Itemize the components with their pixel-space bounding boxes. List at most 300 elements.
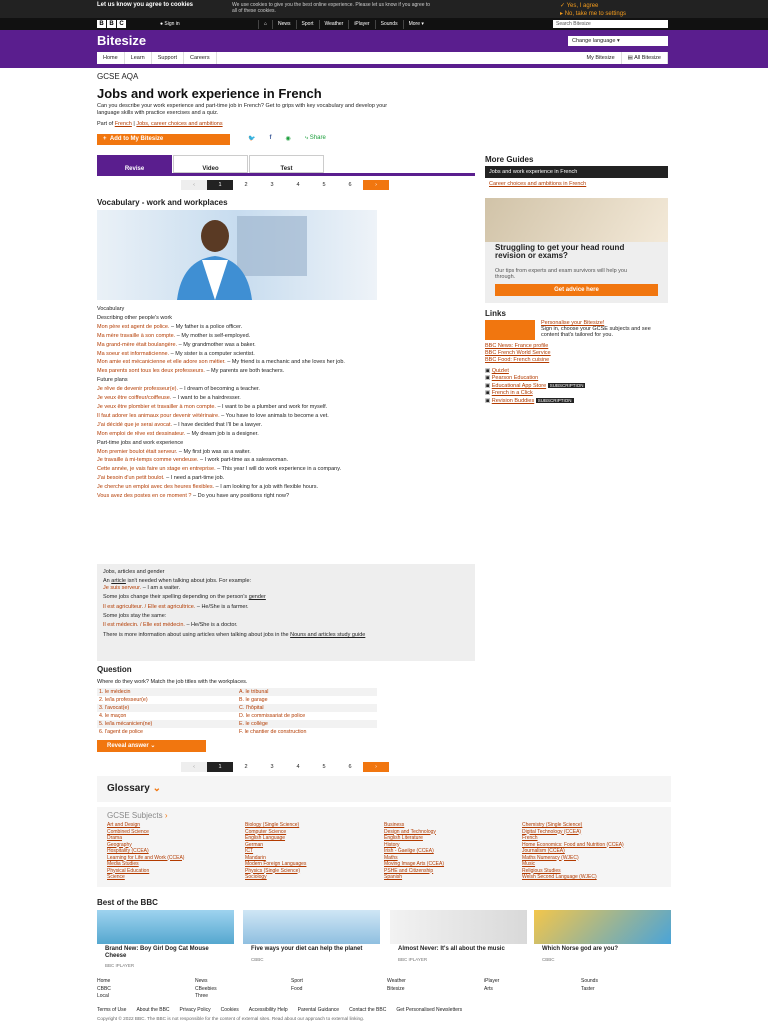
sign-in-link[interactable] xyxy=(160,21,180,27)
tab-video-label: Video xyxy=(202,166,219,172)
subjects-column xyxy=(384,822,444,881)
external-link-item xyxy=(485,390,668,397)
guide-item[interactable]: Career choices and ambitions in French xyxy=(489,181,587,187)
article-glossary-link[interactable]: article xyxy=(111,578,126,585)
external-link-icon: ▣ xyxy=(485,375,492,381)
footer-column xyxy=(195,978,217,1001)
change-language-label: Change language xyxy=(572,38,616,44)
search-input[interactable]: Search Bitesize xyxy=(553,20,668,28)
chevron-down-icon: ⌄ xyxy=(150,743,156,749)
part-of: Part of French | Jobs, career choices and ambitions xyxy=(97,121,223,127)
change-language-button[interactable] xyxy=(568,36,668,46)
subject-link[interactable]: English Literature xyxy=(384,835,423,841)
vocab-item xyxy=(97,315,377,321)
pager-prev-button[interactable]: ‹ xyxy=(181,180,207,190)
card-title: Five ways your diet can help the planet xyxy=(251,946,363,952)
vocab-item xyxy=(97,359,377,365)
vocab-item xyxy=(97,422,377,428)
subject-link[interactable]: Journalism (CCEA) xyxy=(522,848,565,854)
external-link-item xyxy=(485,382,668,390)
card-image xyxy=(534,910,671,944)
external-link-item xyxy=(485,375,668,382)
nav-home[interactable]: Home xyxy=(97,52,125,64)
box-example-2 xyxy=(103,604,469,610)
nav-item-sport[interactable]: Sport xyxy=(296,20,319,29)
subject-link[interactable]: Learning for Life and Work (CCEA) xyxy=(107,854,185,861)
subject-link[interactable]: Maths xyxy=(384,854,398,861)
external-link-icon: ▣ xyxy=(485,368,492,374)
facebook-icon[interactable]: f xyxy=(269,135,272,141)
tab-test-label: Test xyxy=(280,166,293,172)
add-to-my-bitesize-button[interactable] xyxy=(97,134,230,145)
chevron-down-icon: ▾ xyxy=(421,21,424,27)
pagination-bottom xyxy=(181,762,389,772)
card-source: BBC IPLAYER xyxy=(105,963,135,968)
table-cell: D. le commissariat de police xyxy=(239,713,306,719)
tab-test[interactable] xyxy=(249,155,324,173)
bbc-global-nav xyxy=(0,18,768,30)
vocab-french: Ma soeur est informaticienne. xyxy=(97,350,170,357)
share-button[interactable]: ⤷ Share xyxy=(304,135,326,141)
vocab-french: Cette année, je vais faire un stage en entreprise. xyxy=(97,466,216,473)
footer-policy-link[interactable]: Terms of Use xyxy=(97,1007,127,1013)
external-link[interactable]: Educational App Store xyxy=(491,383,547,389)
all-bitesize-label: All Bitesize xyxy=(634,55,661,61)
all-bitesize-link[interactable] xyxy=(622,52,668,64)
table-cell: 4. le maçon xyxy=(99,713,127,719)
subject-link[interactable]: Science xyxy=(107,874,125,880)
pager-page-2[interactable]: 2 xyxy=(244,182,248,188)
box-example-1 xyxy=(103,585,469,591)
page-description: Can you describe your work experience and part-time job in French? Get to grips with key vocabulary and develop your language skills with practice exercises and a quiz. xyxy=(97,103,388,116)
footer-link[interactable]: iPlayer xyxy=(484,978,500,984)
external-link-item xyxy=(485,397,668,405)
footer-link[interactable]: CBBC xyxy=(97,985,111,992)
promo-image xyxy=(485,198,668,242)
vocab-french: Mon premier boulot était serveur. xyxy=(97,448,178,455)
vocab-item xyxy=(97,351,377,357)
pager-page-4[interactable]: 4 xyxy=(296,764,300,770)
nouns-articles-guide-link[interactable]: Nouns and articles study guide xyxy=(290,631,366,638)
tab-video[interactable] xyxy=(173,155,248,173)
logo-letter: C xyxy=(117,20,126,28)
external-link-icon: ▣ xyxy=(485,383,492,389)
vocab-item xyxy=(97,324,377,330)
subject-link[interactable]: English Language xyxy=(245,835,286,841)
links-title: Links xyxy=(485,309,506,318)
box-text: isn't needed when talking about jobs. For example: xyxy=(125,578,252,585)
subjects-header[interactable] xyxy=(107,811,167,820)
subject-link[interactable]: Business xyxy=(384,822,405,828)
vocab-item xyxy=(97,404,377,410)
reveal-answer-label: Reveal answer xyxy=(107,743,149,749)
bbc-links xyxy=(485,343,668,364)
pager-page-5[interactable]: 5 xyxy=(322,182,326,188)
cookie-no-link[interactable]: ▸ No, take me to settings xyxy=(560,11,627,17)
subject-link[interactable]: Media Studies xyxy=(107,861,139,867)
vocab-english: – I want to be a hairdresser. xyxy=(171,395,241,402)
box-example-3 xyxy=(103,622,469,628)
subject-link[interactable]: French xyxy=(522,835,538,841)
subject-link[interactable]: Art and Design xyxy=(107,822,141,828)
table-cell: 2. le/la professeur(e) xyxy=(99,697,148,703)
share-bar xyxy=(248,135,326,142)
plus-icon: + xyxy=(103,136,107,142)
external-link[interactable]: Pearson Education xyxy=(491,375,539,381)
menu-icon: ▤ xyxy=(627,55,633,61)
guide-item-active[interactable]: Jobs and work experience in French xyxy=(485,166,668,178)
subject-link[interactable]: Sociology xyxy=(245,874,267,880)
subject-link[interactable]: Combined Science xyxy=(107,828,149,835)
add-button-label: Add to My Bitesize xyxy=(109,136,164,142)
page-subtitle: GCSE AQA xyxy=(97,72,139,81)
box-heading: Jobs, articles and gender xyxy=(103,569,165,575)
sidebar-guides xyxy=(485,155,668,190)
promo-card[interactable] xyxy=(243,910,380,970)
vocab-item xyxy=(97,440,377,446)
pager-next-button[interactable]: › xyxy=(363,180,389,190)
footer-policy-link[interactable]: Cookies xyxy=(220,1007,239,1013)
vocab-french: J'ai décidé que je serai avocat. xyxy=(97,421,173,428)
subject-link[interactable]: Mandarin xyxy=(245,854,266,861)
footer-policy-link[interactable]: Get Personalised Newsletters xyxy=(396,1007,463,1013)
subject-link[interactable]: German xyxy=(245,841,264,848)
box-text: An xyxy=(103,578,112,585)
vocab-item xyxy=(97,333,377,339)
footer-policy-link[interactable]: Accessibility Help xyxy=(248,1007,288,1013)
logo-letter: B xyxy=(107,20,116,28)
question-subtitle: Where do they work? Match the job titles with the workplaces. xyxy=(97,679,248,685)
vocab-french: Mes parents sont tous les deux professeurs. xyxy=(97,368,205,375)
card-title: Brand New: Boy Girl Dog Cat Mouse Cheese xyxy=(105,946,209,959)
vocab-english: – My first job was as a waiter. xyxy=(177,448,251,455)
pager-page-6[interactable]: 6 xyxy=(348,182,352,188)
card-title: Which Norse god are you? xyxy=(542,946,619,952)
vocab-english: – My mother is self-employed. xyxy=(175,332,251,339)
vocab-english: – My friend is a mechanic and she loves her job. xyxy=(225,359,345,366)
promo-button[interactable]: Get advice here xyxy=(495,284,658,296)
footer-link[interactable]: Three xyxy=(195,993,209,999)
glossary-bar[interactable] xyxy=(97,776,671,802)
footer-policy-link[interactable]: About the BBC xyxy=(136,1007,170,1013)
table-cell: 3. l'avocat(e) xyxy=(99,705,130,711)
card-source: CBBC xyxy=(542,956,555,962)
share-label: Share xyxy=(309,135,326,141)
box-english: – He/She is a farmer. xyxy=(195,603,249,610)
subject-link[interactable]: Moving Image Arts (CCEA) xyxy=(384,861,445,867)
link-item[interactable]: BBC French World Service xyxy=(485,350,551,356)
footer-column xyxy=(581,978,598,993)
vocab-french: Vous avez des postes en ce moment ? xyxy=(97,493,192,500)
box-text: There is more information about using articles when talking about jobs in the xyxy=(103,631,291,638)
subject-link[interactable]: Chemistry (Single Science) xyxy=(522,822,583,828)
vocab-english: – Do you have any positions right now? xyxy=(191,493,290,500)
part-of-link-jobs[interactable]: Jobs, career choices and ambitions xyxy=(136,121,223,127)
subject-link[interactable]: Physical Education xyxy=(107,867,150,874)
vocab-item xyxy=(97,306,377,312)
links-panel xyxy=(485,310,668,405)
footer-link[interactable]: Sport xyxy=(291,978,303,984)
vocab-english: – I work part-time as a saleswoman. xyxy=(198,457,289,464)
vocab-french: Mon amie est mécanicienne et elle adore son métier. xyxy=(97,359,226,366)
best-of-bbc-title: Best of the BBC xyxy=(97,898,158,907)
vocab-french: Mon père est agent de police. xyxy=(97,323,170,330)
personalise-image xyxy=(485,320,535,340)
gender-glossary-link[interactable]: gender xyxy=(248,594,266,601)
table-cell: 1. le médecin xyxy=(99,689,131,695)
vocab-item xyxy=(97,377,377,383)
vocab-french: Je veux être plombier et travailler à mon compte. xyxy=(97,403,216,410)
logo-letter: B xyxy=(97,20,106,28)
subject-link[interactable]: Religious Studies xyxy=(522,867,561,874)
subject-link[interactable]: PSHE and Citizenship xyxy=(384,867,434,874)
card-title: Almost Never: It's all about the music xyxy=(398,946,505,952)
subject-link[interactable]: ICT xyxy=(245,848,254,854)
subject-link[interactable]: Music xyxy=(522,861,536,867)
section-title: Vocabulary - work and workplaces xyxy=(97,198,228,207)
whatsapp-icon[interactable]: ◉ xyxy=(285,136,291,142)
cookie-banner xyxy=(0,0,768,18)
footer-link[interactable]: Home xyxy=(97,978,111,984)
card-source: CBBC xyxy=(251,956,264,962)
external-link-item xyxy=(485,368,668,375)
pager-page-1[interactable]: 1 xyxy=(207,180,233,190)
chevron-down-icon: ⌄ xyxy=(152,783,161,794)
cookie-text: We use cookies to give you the best online experience. Please let us know if you agree to all of these cookies. xyxy=(232,2,431,14)
subject-link[interactable]: Digital Technology (CCEA) xyxy=(522,828,582,835)
part-of-label: Part of xyxy=(97,121,114,127)
external-link-icon: ▣ xyxy=(485,390,492,396)
footer-link[interactable]: News xyxy=(195,978,208,984)
vocab-french: Ma grand-mère était boulangère. xyxy=(97,341,178,348)
pager-next-button[interactable]: › xyxy=(363,762,389,772)
vocab-french: J'ai besoin d'un petit boulot. xyxy=(97,475,165,482)
table-row xyxy=(97,712,377,720)
nav-item-news[interactable]: News xyxy=(272,20,296,29)
vocab-english: – My dream job is a designer. xyxy=(185,430,259,437)
question-table xyxy=(97,688,377,736)
subject-link[interactable]: Drama xyxy=(107,835,123,841)
cookie-yes-link[interactable]: ✓ Yes, I agree xyxy=(560,3,599,9)
nav-item-sounds[interactable]: Sounds xyxy=(375,20,403,29)
tab-revise[interactable] xyxy=(97,155,172,173)
subject-link[interactable]: Home Economics: Food and Nutrition (CCEA) xyxy=(522,841,624,848)
pager-page-6[interactable]: 6 xyxy=(348,764,352,770)
box-line-4 xyxy=(103,632,469,638)
vocab-french: Ma mère travaille à son compte. xyxy=(97,332,176,339)
pager-page-1[interactable]: 1 xyxy=(207,762,233,772)
vocab-french: Il faut adorer les animaux pour devenir vétérinaire. xyxy=(97,412,220,419)
personalise-link[interactable]: Personalise your Bitesize! xyxy=(541,320,605,326)
vocab-french: Je rêve de devenir professeur(e). xyxy=(97,386,179,393)
subjects-column xyxy=(107,822,184,881)
vocab-item xyxy=(97,368,377,374)
vocab-english: – This year I will do work experience in a company. xyxy=(215,466,342,473)
subject-link[interactable]: Geography xyxy=(107,841,132,848)
question-title: Question xyxy=(97,665,132,674)
footer-link[interactable]: Local xyxy=(97,993,109,999)
footer-link[interactable]: Arts xyxy=(484,985,493,992)
table-cell: A. le tribunal xyxy=(239,689,269,695)
box-english: – He/She is a doctor. xyxy=(184,622,238,629)
pager-page-5[interactable]: 5 xyxy=(322,764,326,770)
pager-page-4[interactable]: 4 xyxy=(296,182,300,188)
nav-careers[interactable]: Careers xyxy=(184,52,217,64)
subject-link[interactable]: Design and Technology xyxy=(384,828,436,835)
external-links xyxy=(485,368,668,405)
pager-prev-button[interactable]: ‹ xyxy=(181,762,207,772)
vocab-english: – I want to be a plumber and work for myself. xyxy=(215,403,328,410)
vocab-english: – My sister is a computer scientist. xyxy=(169,350,255,357)
footer-policy-link[interactable]: Parental Guidance xyxy=(297,1007,340,1013)
twitter-icon[interactable]: 🐦 xyxy=(248,136,256,142)
subjects-column xyxy=(522,822,624,881)
part-of-link-french[interactable]: French xyxy=(114,121,132,127)
vocab-english: – My grandmother was a baker. xyxy=(177,341,256,348)
footer-column xyxy=(484,978,499,993)
table-cell: 6. l'agent de police xyxy=(99,729,144,735)
user-icon: ● xyxy=(160,21,164,27)
revision-promo xyxy=(485,198,668,303)
vocab-item xyxy=(97,395,377,401)
bitesize-logo[interactable]: Bitesize xyxy=(97,33,147,48)
footer-links xyxy=(97,1007,671,1013)
pager-page-2[interactable]: 2 xyxy=(244,764,248,770)
bitesize-nav xyxy=(97,52,668,64)
nav-learn[interactable]: Learn xyxy=(125,52,152,64)
vocab-item xyxy=(97,484,377,490)
vocab-item xyxy=(97,431,377,437)
nav-item-home-icon[interactable] xyxy=(258,20,272,29)
footer-link[interactable]: Weather xyxy=(387,978,406,984)
external-link[interactable]: Quizlet xyxy=(491,368,509,374)
vocab-item xyxy=(97,413,377,419)
vocab-english: Future plans xyxy=(97,377,128,384)
vocab-french: Je veux être coiffeur/coiffeuse. xyxy=(97,395,172,402)
guide-tabs xyxy=(97,153,475,176)
subject-link[interactable]: Biology (Single Science) xyxy=(245,822,300,828)
bbc-logo[interactable] xyxy=(97,20,126,28)
table-cell: F. le chantier de construction xyxy=(239,729,307,735)
articles-info-box xyxy=(97,564,475,661)
cookie-title: Let us know you agree to cookies xyxy=(97,2,194,8)
vocab-french: Mon emploi de rêve est dessinateur. xyxy=(97,430,186,437)
chevron-right-icon: › xyxy=(164,811,168,820)
vocab-english: Describing other people's work xyxy=(97,314,173,321)
copyright: Copyright © 2022 BBC. The BBC is not responsible for the content of external sites. Read about our approach to external linking. xyxy=(97,1016,365,1021)
subject-link[interactable]: Welsh Second Language (WJEC) xyxy=(522,874,597,880)
promo-card[interactable] xyxy=(534,910,671,970)
footer-link[interactable]: Food xyxy=(291,985,303,992)
nav-support[interactable]: Support xyxy=(152,52,184,64)
vocab-english: – I need a part-time job. xyxy=(164,475,225,482)
subject-link[interactable]: Hospitality (CCEA) xyxy=(107,848,149,854)
vocab-item xyxy=(97,342,377,348)
card-image xyxy=(97,910,234,944)
table-row xyxy=(97,696,377,704)
box-english: – I am a waiter. xyxy=(141,584,181,591)
link-item[interactable]: BBC Food: French cuisine xyxy=(485,357,550,363)
pager-page-3[interactable]: 3 xyxy=(270,182,274,188)
table-cell: 5. le/la mécanicien(ne) xyxy=(99,721,153,727)
footer-column xyxy=(97,978,111,1001)
glossary-label: Glossary xyxy=(107,783,150,794)
vocab-item xyxy=(97,449,377,455)
bell-icon: ⌂ xyxy=(264,21,268,27)
subscription-badge: SUBSCRIPTION xyxy=(549,383,584,388)
table-row xyxy=(97,728,377,736)
footer-link[interactable]: Taster xyxy=(581,985,595,992)
external-link-icon: ▣ xyxy=(485,398,492,404)
my-bitesize-link[interactable]: My Bitesize xyxy=(581,52,622,64)
nav-item-weather[interactable]: Weather xyxy=(319,20,349,29)
table-cell: E. le collège xyxy=(239,721,268,727)
vocab-item xyxy=(97,457,377,463)
box-line-2 xyxy=(103,594,469,600)
card-image xyxy=(390,910,527,944)
promo-title: Struggling to get your head round revision or exams? xyxy=(495,243,625,260)
pager-page-3[interactable]: 3 xyxy=(270,764,274,770)
footer-link[interactable]: Sounds xyxy=(581,978,598,984)
subject-link[interactable]: Spanish xyxy=(384,874,403,880)
nav-item-iplayer[interactable]: iPlayer xyxy=(348,20,374,29)
cookie-yes-label: Yes, I agree xyxy=(566,3,599,9)
glossary-toggle[interactable] xyxy=(107,783,161,794)
subject-link[interactable]: Irish - Gaeilge (CCEA) xyxy=(384,848,434,854)
vocab-item xyxy=(97,493,377,499)
bbc-nav-items xyxy=(258,20,429,29)
cookie-no-label: No, take me to settings xyxy=(564,11,627,17)
box-line-3: Some jobs stay the same: xyxy=(103,613,167,620)
subject-link[interactable]: Maths Numeracy (WJEC) xyxy=(522,854,579,861)
vocab-item xyxy=(97,386,377,392)
more-label: More xyxy=(408,21,420,27)
link-item[interactable]: BBC News: France profile xyxy=(485,343,549,349)
gcse-subjects xyxy=(97,807,671,887)
external-link[interactable]: French in a Click xyxy=(491,390,533,396)
reveal-answer-button[interactable] xyxy=(97,740,206,752)
promo-card[interactable] xyxy=(390,910,527,970)
more-guides-title: More Guides xyxy=(485,155,534,164)
personalise-text: Sign in, choose your GCSE subjects and see content that's tailored for you. xyxy=(541,326,651,338)
box-french: Il est médecin. / Elle est médecin. xyxy=(103,622,185,629)
footer-policy-link[interactable]: Contact the BBC xyxy=(349,1007,387,1013)
nav-item-more[interactable] xyxy=(403,20,429,29)
footer-policy-link[interactable]: Privacy Policy xyxy=(179,1007,211,1013)
footer-link[interactable]: Bitesize xyxy=(387,985,405,992)
vocab-english: – I am looking for a job with flexible hours. xyxy=(214,484,319,491)
chevron-down-icon: ▾ xyxy=(616,38,620,44)
promo-card[interactable] xyxy=(97,910,234,970)
table-row xyxy=(97,720,377,728)
footer-link[interactable]: CBeebies xyxy=(195,985,217,992)
table-row xyxy=(97,704,377,712)
external-link[interactable]: Revision Buddies xyxy=(491,398,535,404)
page-title: Jobs and work experience in French xyxy=(97,86,322,101)
pagination-top xyxy=(181,180,389,190)
subscription-badge: SUBSCRIPTION xyxy=(537,398,572,403)
vocab-english: – My father is a police officer. xyxy=(169,323,243,330)
subject-link[interactable]: History xyxy=(384,841,400,848)
vocab-english: – You have to love animals to become a vet. xyxy=(219,412,329,419)
vocab-french: Je travaille à mi-temps comme vendeuse. xyxy=(97,457,199,464)
card-source: BBC IPLAYER xyxy=(398,956,428,962)
subject-link[interactable]: Modern Foreign Languages xyxy=(245,861,307,867)
personalise-block xyxy=(485,320,668,340)
subjects-column xyxy=(245,822,306,881)
subject-link[interactable]: Computer Science xyxy=(245,828,287,835)
subject-link[interactable]: Physics (Single Science) xyxy=(245,867,301,874)
